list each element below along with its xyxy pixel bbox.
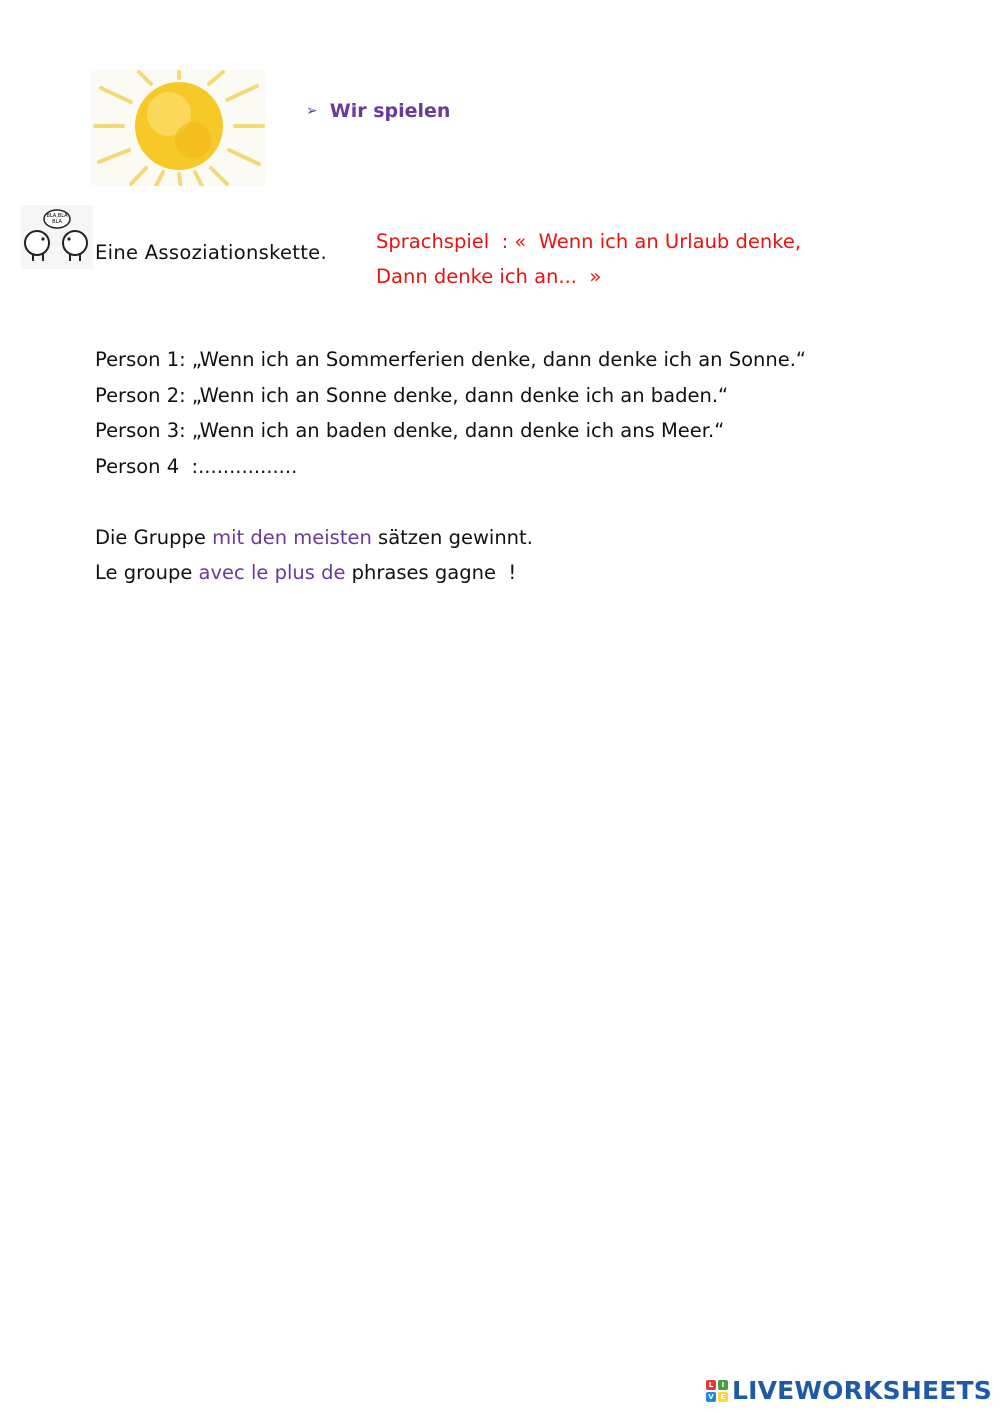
- logo-tiles-icon: [706, 1380, 728, 1402]
- rule-german-pre: Die Gruppe: [95, 525, 213, 549]
- liveworksheets-logo[interactable]: [706, 1376, 992, 1405]
- logo-tile: V: [706, 1392, 716, 1402]
- sun-illustration: [91, 70, 266, 186]
- section-heading: [306, 100, 450, 122]
- logo-tile: E: [718, 1392, 728, 1402]
- section-title: Wir spielen: [329, 100, 451, 122]
- example-line: Person 3: „Wenn ich an baden denke, dann denke ich ans Meer.“: [95, 419, 725, 442]
- spacer: [95, 484, 806, 520]
- example-line: Person 2: „Wenn ich an Sonne denke, dann denke ich an baden.“: [95, 383, 729, 407]
- example-line-answer: Person 4 :................: [95, 454, 298, 478]
- rule-german-post: sätzen gewinnt.: [371, 525, 533, 549]
- game-line-2: Dann denke ich an... »: [376, 265, 602, 288]
- example-lines: [95, 342, 806, 591]
- speech-bubble-text: BLA,BLA: [46, 213, 68, 219]
- arrow-bullet-icon: ➢: [306, 103, 318, 119]
- logo-tile: L: [706, 1380, 716, 1390]
- rule-german: [95, 520, 806, 556]
- chain-label: Eine Assoziationskette.: [95, 241, 327, 264]
- rule-french: [95, 555, 806, 591]
- example-line: Person 1: „Wenn ich an Sommerferien denke, dann denke ich an Sonne.“: [95, 348, 807, 371]
- rule-german-highlight: mit den meisten: [212, 525, 372, 549]
- rule-french-post: phrases gagne !: [345, 561, 517, 584]
- game-instructions: [376, 224, 801, 294]
- logo-text: LIVEWORKSHEETS: [731, 1376, 992, 1405]
- svg-text:BLA: BLA: [52, 219, 62, 225]
- rule-french-highlight: avec le plus de: [198, 561, 346, 584]
- rule-french-pre: Le groupe: [95, 561, 199, 584]
- logo-tile: I: [718, 1380, 728, 1390]
- talking-heads-icon: [21, 205, 93, 269]
- game-line-1: Sprachspiel : « Wenn ich an Urlaub denke,: [376, 230, 802, 253]
